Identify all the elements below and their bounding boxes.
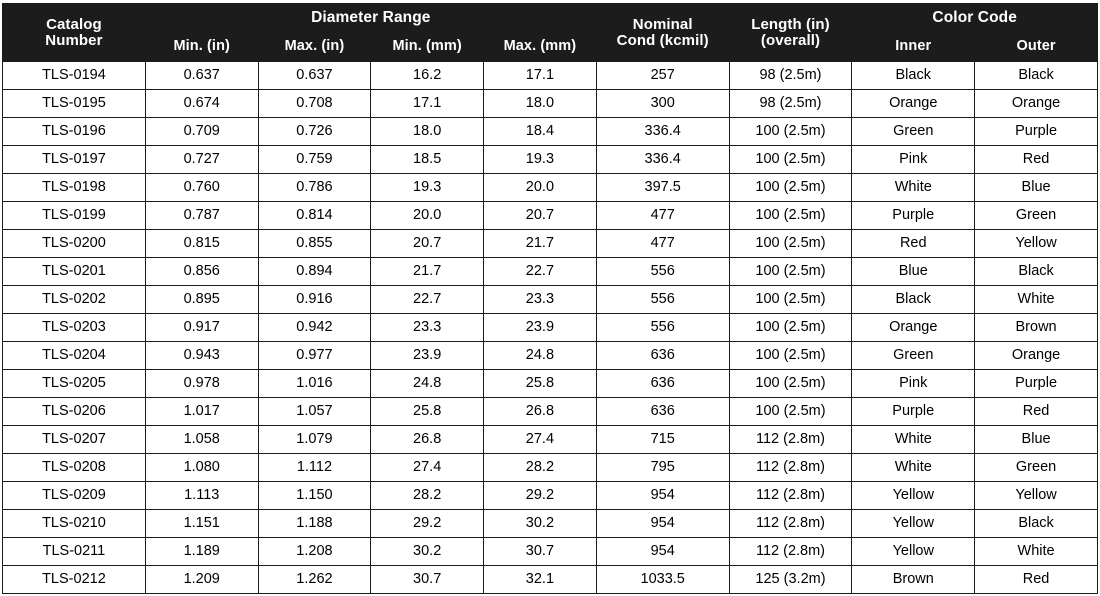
cell-nominal-conductor: 636 bbox=[596, 370, 729, 398]
cell-diameter-min-mm: 30.7 bbox=[371, 566, 484, 594]
cell-diameter-min-mm: 18.5 bbox=[371, 146, 484, 174]
cell-length: 112 (2.8m) bbox=[729, 510, 852, 538]
table-row bbox=[3, 146, 1098, 174]
table-row bbox=[3, 174, 1098, 202]
table-row bbox=[3, 118, 1098, 146]
table-row bbox=[3, 398, 1098, 426]
cell-diameter-max-mm: 23.9 bbox=[484, 314, 597, 342]
table-row bbox=[3, 454, 1098, 482]
cell-color-outer: White bbox=[975, 286, 1098, 314]
cell-length: 98 (2.5m) bbox=[729, 62, 852, 90]
cell-color-outer: Blue bbox=[975, 426, 1098, 454]
cell-length: 100 (2.5m) bbox=[729, 370, 852, 398]
cell-nominal-conductor: 556 bbox=[596, 314, 729, 342]
cell-catalog-number: TLS-0194 bbox=[3, 62, 146, 90]
cell-diameter-min-in: 0.917 bbox=[145, 314, 258, 342]
cell-diameter-max-mm: 19.3 bbox=[484, 146, 597, 174]
cell-catalog-number: TLS-0199 bbox=[3, 202, 146, 230]
column-header-length bbox=[729, 4, 852, 62]
cell-color-inner: Black bbox=[852, 62, 975, 90]
cell-diameter-max-mm: 32.1 bbox=[484, 566, 597, 594]
cell-diameter-max-in: 1.057 bbox=[258, 398, 371, 426]
cell-color-inner: Yellow bbox=[852, 510, 975, 538]
cell-diameter-min-in: 1.113 bbox=[145, 482, 258, 510]
cell-diameter-min-in: 1.058 bbox=[145, 426, 258, 454]
cell-diameter-max-mm: 21.7 bbox=[484, 230, 597, 258]
column-header-catalog-number bbox=[3, 4, 146, 62]
cell-color-inner: Red bbox=[852, 230, 975, 258]
cell-diameter-min-in: 1.080 bbox=[145, 454, 258, 482]
cell-diameter-min-mm: 22.7 bbox=[371, 286, 484, 314]
cell-catalog-number: TLS-0203 bbox=[3, 314, 146, 342]
cell-color-inner: Orange bbox=[852, 90, 975, 118]
cell-nominal-conductor: 397.5 bbox=[596, 174, 729, 202]
cell-color-inner: Orange bbox=[852, 314, 975, 342]
cell-diameter-min-mm: 29.2 bbox=[371, 510, 484, 538]
cell-color-outer: Yellow bbox=[975, 230, 1098, 258]
cell-catalog-number: TLS-0208 bbox=[3, 454, 146, 482]
cell-length: 100 (2.5m) bbox=[729, 146, 852, 174]
cell-color-outer: Orange bbox=[975, 90, 1098, 118]
cell-diameter-max-mm: 20.0 bbox=[484, 174, 597, 202]
table-row bbox=[3, 202, 1098, 230]
cell-color-outer: Red bbox=[975, 146, 1098, 174]
cell-color-outer: Black bbox=[975, 510, 1098, 538]
table-row bbox=[3, 286, 1098, 314]
cell-nominal-conductor: 336.4 bbox=[596, 118, 729, 146]
cell-nominal-conductor: 556 bbox=[596, 286, 729, 314]
column-header-diameter-range: Diameter Range bbox=[145, 4, 596, 33]
cell-nominal-conductor: 300 bbox=[596, 90, 729, 118]
cell-color-inner: White bbox=[852, 174, 975, 202]
cell-color-inner: Blue bbox=[852, 258, 975, 286]
cell-nominal-conductor: 954 bbox=[596, 510, 729, 538]
table-row bbox=[3, 342, 1098, 370]
cell-diameter-min-in: 0.815 bbox=[145, 230, 258, 258]
cell-nominal-conductor: 795 bbox=[596, 454, 729, 482]
cell-diameter-min-in: 0.787 bbox=[145, 202, 258, 230]
cell-color-outer: Blue bbox=[975, 174, 1098, 202]
cell-color-outer: Green bbox=[975, 454, 1098, 482]
cell-diameter-max-mm: 29.2 bbox=[484, 482, 597, 510]
cell-catalog-number: TLS-0200 bbox=[3, 230, 146, 258]
cell-diameter-min-in: 1.151 bbox=[145, 510, 258, 538]
cell-diameter-max-mm: 25.8 bbox=[484, 370, 597, 398]
cell-color-inner: Green bbox=[852, 342, 975, 370]
table-row bbox=[3, 426, 1098, 454]
cell-diameter-max-in: 1.188 bbox=[258, 510, 371, 538]
cell-diameter-min-in: 1.209 bbox=[145, 566, 258, 594]
cell-color-outer: Green bbox=[975, 202, 1098, 230]
cell-nominal-conductor: 954 bbox=[596, 538, 729, 566]
header-row-sub bbox=[3, 33, 1098, 62]
column-header-diameter-max-mm: Max. (mm) bbox=[484, 33, 597, 62]
cell-length: 112 (2.8m) bbox=[729, 482, 852, 510]
cell-diameter-min-mm: 18.0 bbox=[371, 118, 484, 146]
cell-length: 100 (2.5m) bbox=[729, 398, 852, 426]
cell-diameter-min-mm: 16.2 bbox=[371, 62, 484, 90]
cell-nominal-conductor: 715 bbox=[596, 426, 729, 454]
column-header-nominal-conductor bbox=[596, 4, 729, 62]
cell-diameter-max-mm: 28.2 bbox=[484, 454, 597, 482]
cell-color-outer: White bbox=[975, 538, 1098, 566]
cell-diameter-max-mm: 23.3 bbox=[484, 286, 597, 314]
cell-color-outer: Yellow bbox=[975, 482, 1098, 510]
cell-color-inner: White bbox=[852, 454, 975, 482]
cell-diameter-min-in: 0.637 bbox=[145, 62, 258, 90]
cell-diameter-min-mm: 23.3 bbox=[371, 314, 484, 342]
cell-diameter-min-mm: 30.2 bbox=[371, 538, 484, 566]
cell-nominal-conductor: 257 bbox=[596, 62, 729, 90]
catalog-header-line1: Catalog bbox=[46, 15, 102, 33]
cell-diameter-min-in: 1.189 bbox=[145, 538, 258, 566]
cell-diameter-min-mm: 17.1 bbox=[371, 90, 484, 118]
length-header-line2: (overall) bbox=[760, 31, 821, 49]
cell-diameter-min-in: 0.943 bbox=[145, 342, 258, 370]
cell-catalog-number: TLS-0198 bbox=[3, 174, 146, 202]
table-row bbox=[3, 90, 1098, 118]
table-row bbox=[3, 230, 1098, 258]
table-row bbox=[3, 510, 1098, 538]
cell-color-outer: Red bbox=[975, 398, 1098, 426]
cell-color-outer: Purple bbox=[975, 118, 1098, 146]
cell-catalog-number: TLS-0210 bbox=[3, 510, 146, 538]
cell-diameter-min-mm: 19.3 bbox=[371, 174, 484, 202]
cell-diameter-min-mm: 23.9 bbox=[371, 342, 484, 370]
nominal-header-line2: Cond (kcmil) bbox=[616, 31, 709, 49]
cell-color-inner: Pink bbox=[852, 146, 975, 174]
cell-color-inner: Black bbox=[852, 286, 975, 314]
cell-diameter-min-in: 1.017 bbox=[145, 398, 258, 426]
cell-diameter-min-in: 0.760 bbox=[145, 174, 258, 202]
cell-diameter-min-mm: 25.8 bbox=[371, 398, 484, 426]
cell-diameter-min-in: 0.856 bbox=[145, 258, 258, 286]
cell-color-inner: Pink bbox=[852, 370, 975, 398]
cell-diameter-max-mm: 18.0 bbox=[484, 90, 597, 118]
cell-color-outer: Black bbox=[975, 258, 1098, 286]
cell-diameter-min-mm: 20.7 bbox=[371, 230, 484, 258]
cable-specification-table bbox=[2, 3, 1098, 594]
cell-diameter-max-in: 0.786 bbox=[258, 174, 371, 202]
cell-color-outer: Brown bbox=[975, 314, 1098, 342]
cell-diameter-max-mm: 27.4 bbox=[484, 426, 597, 454]
cell-diameter-min-in: 0.709 bbox=[145, 118, 258, 146]
cell-diameter-max-in: 1.112 bbox=[258, 454, 371, 482]
table-row bbox=[3, 258, 1098, 286]
cell-diameter-min-mm: 28.2 bbox=[371, 482, 484, 510]
column-header-diameter-min-mm: Min. (mm) bbox=[371, 33, 484, 62]
cell-diameter-min-in: 0.978 bbox=[145, 370, 258, 398]
cell-nominal-conductor: 636 bbox=[596, 398, 729, 426]
cell-length: 100 (2.5m) bbox=[729, 230, 852, 258]
cell-length: 112 (2.8m) bbox=[729, 454, 852, 482]
column-header-diameter-max-in: Max. (in) bbox=[258, 33, 371, 62]
cell-diameter-max-mm: 20.7 bbox=[484, 202, 597, 230]
cell-catalog-number: TLS-0212 bbox=[3, 566, 146, 594]
cell-catalog-number: TLS-0202 bbox=[3, 286, 146, 314]
table-row bbox=[3, 482, 1098, 510]
cell-diameter-min-in: 0.895 bbox=[145, 286, 258, 314]
table-row bbox=[3, 370, 1098, 398]
cell-diameter-max-in: 0.977 bbox=[258, 342, 371, 370]
cell-color-outer: Red bbox=[975, 566, 1098, 594]
cell-color-inner: Green bbox=[852, 118, 975, 146]
cell-diameter-min-mm: 20.0 bbox=[371, 202, 484, 230]
nominal-header-line1: Nominal bbox=[632, 15, 693, 33]
cell-diameter-max-in: 0.637 bbox=[258, 62, 371, 90]
cell-catalog-number: TLS-0196 bbox=[3, 118, 146, 146]
cell-length: 100 (2.5m) bbox=[729, 258, 852, 286]
cell-nominal-conductor: 954 bbox=[596, 482, 729, 510]
cell-length: 125 (3.2m) bbox=[729, 566, 852, 594]
column-header-color-inner: Inner bbox=[852, 33, 975, 62]
table-header bbox=[3, 4, 1098, 62]
cell-length: 98 (2.5m) bbox=[729, 90, 852, 118]
cell-diameter-max-in: 1.079 bbox=[258, 426, 371, 454]
cell-color-outer: Black bbox=[975, 62, 1098, 90]
cell-color-outer: Orange bbox=[975, 342, 1098, 370]
table-row bbox=[3, 538, 1098, 566]
cell-length: 112 (2.8m) bbox=[729, 426, 852, 454]
cell-nominal-conductor: 477 bbox=[596, 202, 729, 230]
column-header-color-outer: Outer bbox=[975, 33, 1098, 62]
table-row bbox=[3, 566, 1098, 594]
cell-diameter-max-in: 1.208 bbox=[258, 538, 371, 566]
cell-diameter-min-mm: 26.8 bbox=[371, 426, 484, 454]
length-header-line1: Length (in) bbox=[751, 15, 830, 33]
cell-length: 100 (2.5m) bbox=[729, 314, 852, 342]
cell-diameter-min-mm: 24.8 bbox=[371, 370, 484, 398]
cell-diameter-max-mm: 30.7 bbox=[484, 538, 597, 566]
cell-length: 100 (2.5m) bbox=[729, 342, 852, 370]
cell-catalog-number: TLS-0197 bbox=[3, 146, 146, 174]
table-body bbox=[3, 62, 1098, 594]
cell-nominal-conductor: 477 bbox=[596, 230, 729, 258]
cell-catalog-number: TLS-0195 bbox=[3, 90, 146, 118]
cell-diameter-max-mm: 22.7 bbox=[484, 258, 597, 286]
cell-diameter-max-mm: 18.4 bbox=[484, 118, 597, 146]
header-row-group bbox=[3, 4, 1098, 33]
cell-diameter-max-in: 0.942 bbox=[258, 314, 371, 342]
cell-diameter-min-mm: 27.4 bbox=[371, 454, 484, 482]
cell-catalog-number: TLS-0211 bbox=[3, 538, 146, 566]
cell-length: 100 (2.5m) bbox=[729, 202, 852, 230]
cell-length: 100 (2.5m) bbox=[729, 286, 852, 314]
cell-diameter-max-mm: 17.1 bbox=[484, 62, 597, 90]
cell-catalog-number: TLS-0205 bbox=[3, 370, 146, 398]
cell-diameter-max-in: 0.708 bbox=[258, 90, 371, 118]
cell-color-inner: Purple bbox=[852, 398, 975, 426]
cell-diameter-max-in: 0.894 bbox=[258, 258, 371, 286]
cell-nominal-conductor: 636 bbox=[596, 342, 729, 370]
table-row bbox=[3, 62, 1098, 90]
cell-diameter-max-mm: 30.2 bbox=[484, 510, 597, 538]
cell-catalog-number: TLS-0201 bbox=[3, 258, 146, 286]
cell-color-inner: White bbox=[852, 426, 975, 454]
column-header-diameter-min-in: Min. (in) bbox=[145, 33, 258, 62]
cell-color-inner: Yellow bbox=[852, 538, 975, 566]
cell-diameter-max-in: 0.726 bbox=[258, 118, 371, 146]
cell-diameter-min-in: 0.727 bbox=[145, 146, 258, 174]
catalog-header-line2: Number bbox=[45, 31, 103, 49]
cell-diameter-max-in: 0.855 bbox=[258, 230, 371, 258]
cell-catalog-number: TLS-0204 bbox=[3, 342, 146, 370]
cell-catalog-number: TLS-0207 bbox=[3, 426, 146, 454]
cell-nominal-conductor: 336.4 bbox=[596, 146, 729, 174]
cell-length: 100 (2.5m) bbox=[729, 118, 852, 146]
cell-nominal-conductor: 1033.5 bbox=[596, 566, 729, 594]
cell-color-outer: Purple bbox=[975, 370, 1098, 398]
table-row bbox=[3, 314, 1098, 342]
cell-diameter-min-in: 0.674 bbox=[145, 90, 258, 118]
cell-diameter-max-in: 1.262 bbox=[258, 566, 371, 594]
cell-color-inner: Yellow bbox=[852, 482, 975, 510]
cell-diameter-max-in: 0.759 bbox=[258, 146, 371, 174]
cell-diameter-max-in: 1.150 bbox=[258, 482, 371, 510]
cell-diameter-min-mm: 21.7 bbox=[371, 258, 484, 286]
cell-length: 112 (2.8m) bbox=[729, 538, 852, 566]
cell-diameter-max-mm: 26.8 bbox=[484, 398, 597, 426]
cell-catalog-number: TLS-0209 bbox=[3, 482, 146, 510]
cell-diameter-max-mm: 24.8 bbox=[484, 342, 597, 370]
cell-color-inner: Brown bbox=[852, 566, 975, 594]
cell-diameter-max-in: 0.916 bbox=[258, 286, 371, 314]
cell-diameter-max-in: 1.016 bbox=[258, 370, 371, 398]
cell-catalog-number: TLS-0206 bbox=[3, 398, 146, 426]
cell-diameter-max-in: 0.814 bbox=[258, 202, 371, 230]
cell-color-inner: Purple bbox=[852, 202, 975, 230]
column-header-color-code: Color Code bbox=[852, 4, 1098, 33]
cell-length: 100 (2.5m) bbox=[729, 174, 852, 202]
cell-nominal-conductor: 556 bbox=[596, 258, 729, 286]
